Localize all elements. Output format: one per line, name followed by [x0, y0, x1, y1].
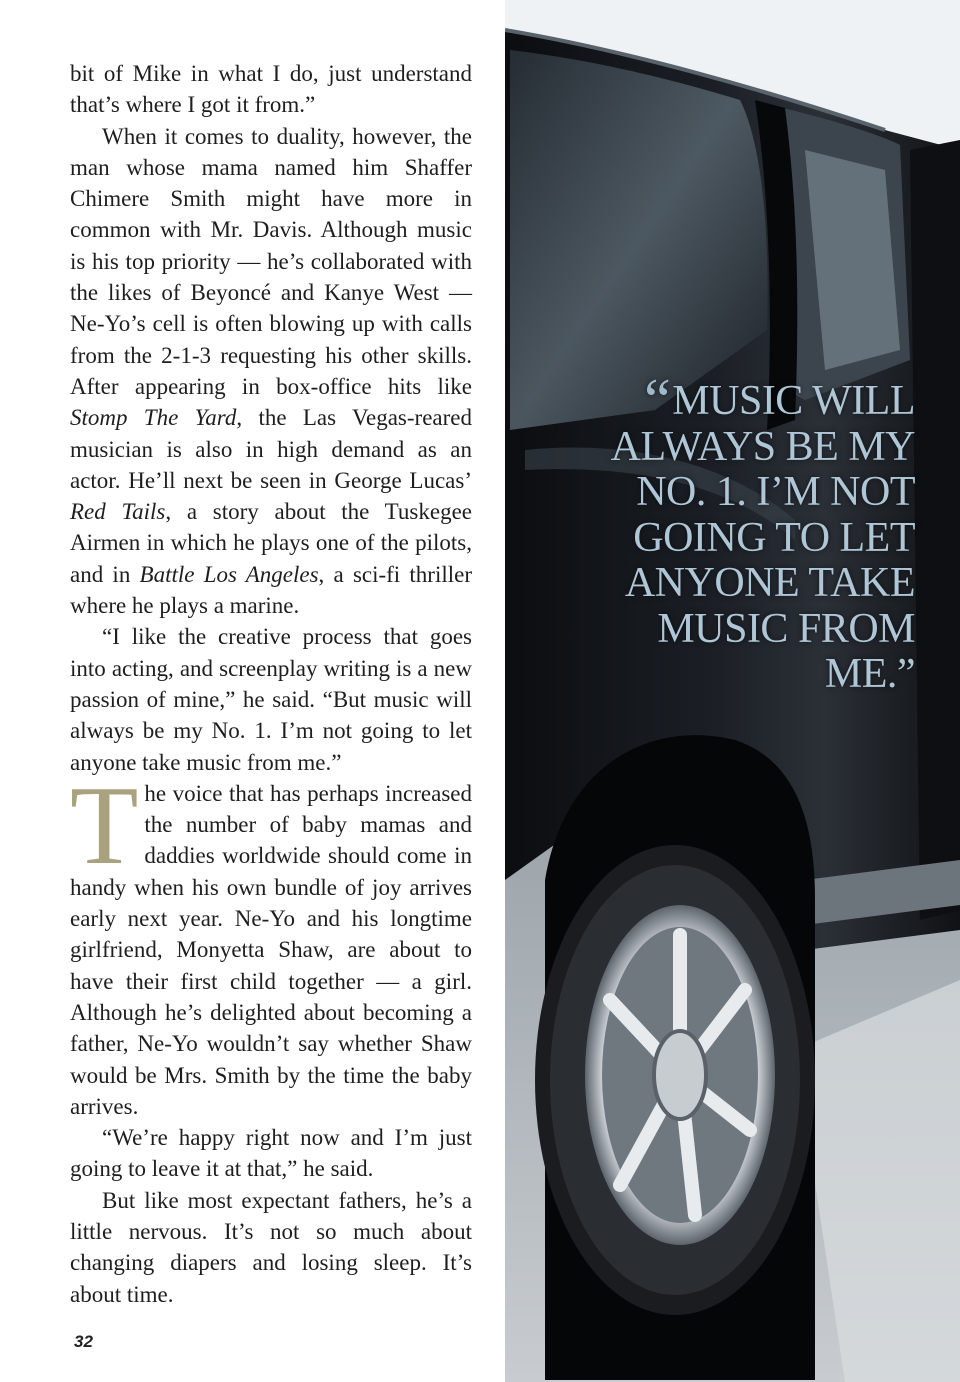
paragraph-2-part-a: When it comes to duality, however, the man whose mama named him Shaffer Chimere Smith might have more in common with Mr. Davis. Although music is his top priority — he’s collaborated with the likes of Beyoncé and Kanye West — Ne-Yo’s cell is often blowing up with calls from the 2-1-3 requesting his other skills. After appearing in box-office hits like: [70, 123, 472, 399]
paragraph-4: [70, 763, 472, 1122]
article-body: [70, 58, 472, 1310]
hub-cap: [654, 1031, 706, 1119]
pull-quote-open-mark: “: [644, 367, 671, 433]
paragraph-3: “I like the creative process that goes into acting, and screenplay writing is a new passion of mine,” he said. “But music will always be my No. 1. I’m not going to let anyone take music from me.”: [70, 624, 472, 775]
pull-quote-text: MUSIC WILL ALWAYS BE MY NO. 1. I’M NOT GOING TO LET ANYONE TAKE MUSIC FROM ME.”: [610, 378, 915, 697]
film-title-red-tails: Red Tails: [70, 499, 166, 525]
film-title-battle-los-angeles: Battle Los Angeles: [139, 561, 319, 587]
film-title-stomp-the-yard: Stomp The Yard: [70, 405, 237, 431]
page-number: 32: [74, 1332, 93, 1351]
paragraph-4-text: he voice that has perhaps increased the number of baby mamas and daddies worldwide should come in handy when his own bundle of joy arrives early next year. Ne-Yo and his longtime girlfriend, Monyetta Shaw, are about to have their first child together — a girl. Although he’s delighted about becoming a father, Ne-Yo wouldn’t say whether Shaw would be Mrs. Smith by the time the baby arrives.: [70, 780, 472, 1119]
paragraph-1: bit of Mike in what I do, just understand that’s where I got it from.”: [70, 61, 472, 118]
paragraph-2: [70, 121, 472, 622]
paragraph-6: But like most expectant fathers, he’s a little nervous. It’s not so much about changing diapers and losing sleep. It’s about time.: [70, 1187, 472, 1307]
drop-cap: T: [70, 763, 139, 888]
paragraph-2-part-d: , a sci-fi thriller where he plays a marine.: [70, 561, 473, 619]
paragraph-2-part-c: , a story about the Tuskegee Airmen in which he plays one of the pilots, and in: [70, 499, 473, 587]
paragraph-5: “We’re happy right now and I’m just going to leave it at that,” he said.: [70, 1125, 472, 1182]
pull-quote: [560, 367, 915, 698]
paragraph-2-part-b: , the Las Vegas-reared musician is also in high demand as an actor. He’ll next be seen in George Lucas’: [70, 405, 472, 493]
